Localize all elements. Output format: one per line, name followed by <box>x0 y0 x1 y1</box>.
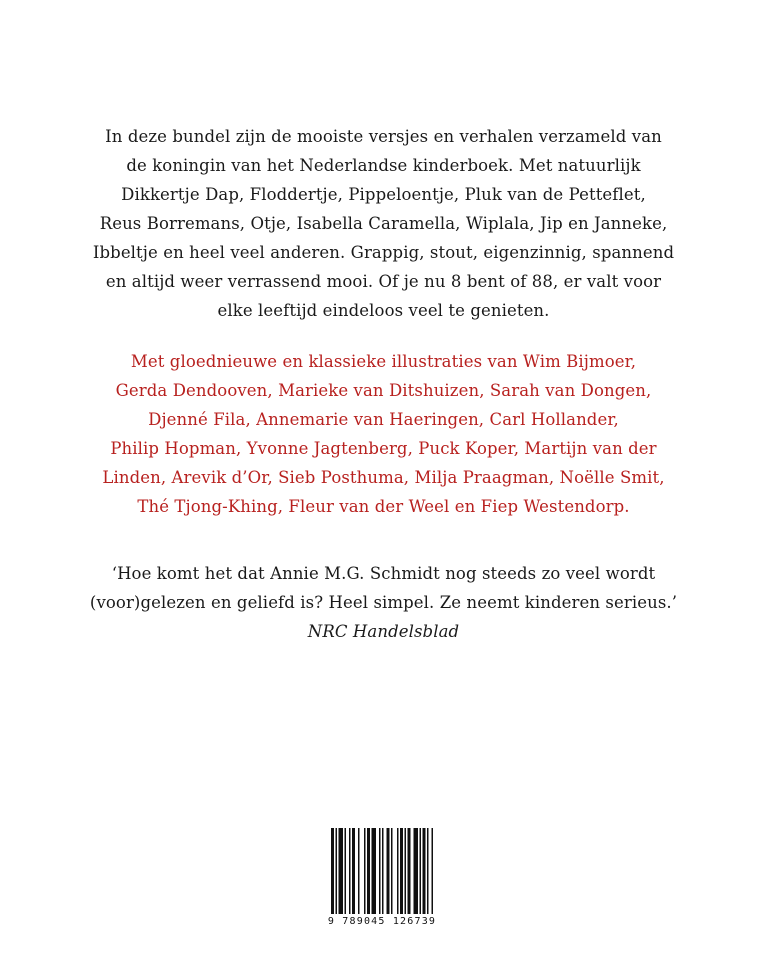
book-description <box>0 122 767 325</box>
press-quote <box>0 559 767 646</box>
credits-line: Djenné Fila, Annemarie van Haeringen, Carl Hollander, <box>148 410 619 429</box>
credits-line: Thé Tjong-Khing, Fleur van der Weel en Fiep Westendorp. <box>137 497 630 516</box>
description-line: Reus Borremans, Otje, Isabella Caramella, Wiplala, Jip en Janneke, <box>99 214 668 233</box>
credits-line: Linden, Arevik d’Or, Sieb Posthuma, Milja Praagman, Noëlle Smit, <box>102 468 665 487</box>
barcode <box>323 828 441 932</box>
description-line: en altijd weer verrassend mooi. Of je nu 8 bent of 88, er valt voor <box>105 272 662 291</box>
description-line: Ibbeltje en heel veel anderen. Grappig, stout, eigenzinnig, spannend <box>92 243 675 262</box>
quote-line: (voor)gelezen en geliefd is? Heel simpel. Ze neemt kinderen serieus.’ <box>89 593 678 612</box>
quote-line: ‘Hoe komt het dat Annie M.G. Schmidt nog steeds zo veel wordt <box>111 564 656 583</box>
description-line: de koningin van het Nederlandse kinderboek. Met natuurlijk <box>126 156 641 175</box>
credits-line: Gerda Dendooven, Marieke van Ditshuizen, Sarah van Dongen, <box>115 381 652 400</box>
description-line: Dikkertje Dap, Floddertje, Pippeloentje, Pluk van de Petteflet, <box>121 185 646 204</box>
isbn-digits: 9 789045 126739 <box>323 914 441 930</box>
credits-line: Philip Hopman, Yvonne Jagtenberg, Puck Koper, Martijn van der <box>110 439 657 458</box>
barcode-icon <box>323 828 441 920</box>
description-line: In deze bundel zijn de mooiste versjes en verhalen verzameld van <box>105 127 662 146</box>
description-line: elke leeftijd eindeloos veel te genieten. <box>217 301 550 320</box>
credits-line: Met gloednieuwe en klassieke illustraties van Wim Bijmoer, <box>130 352 637 371</box>
quote-source: NRC Handelsblad <box>307 622 460 641</box>
illustrator-credits <box>0 347 767 521</box>
